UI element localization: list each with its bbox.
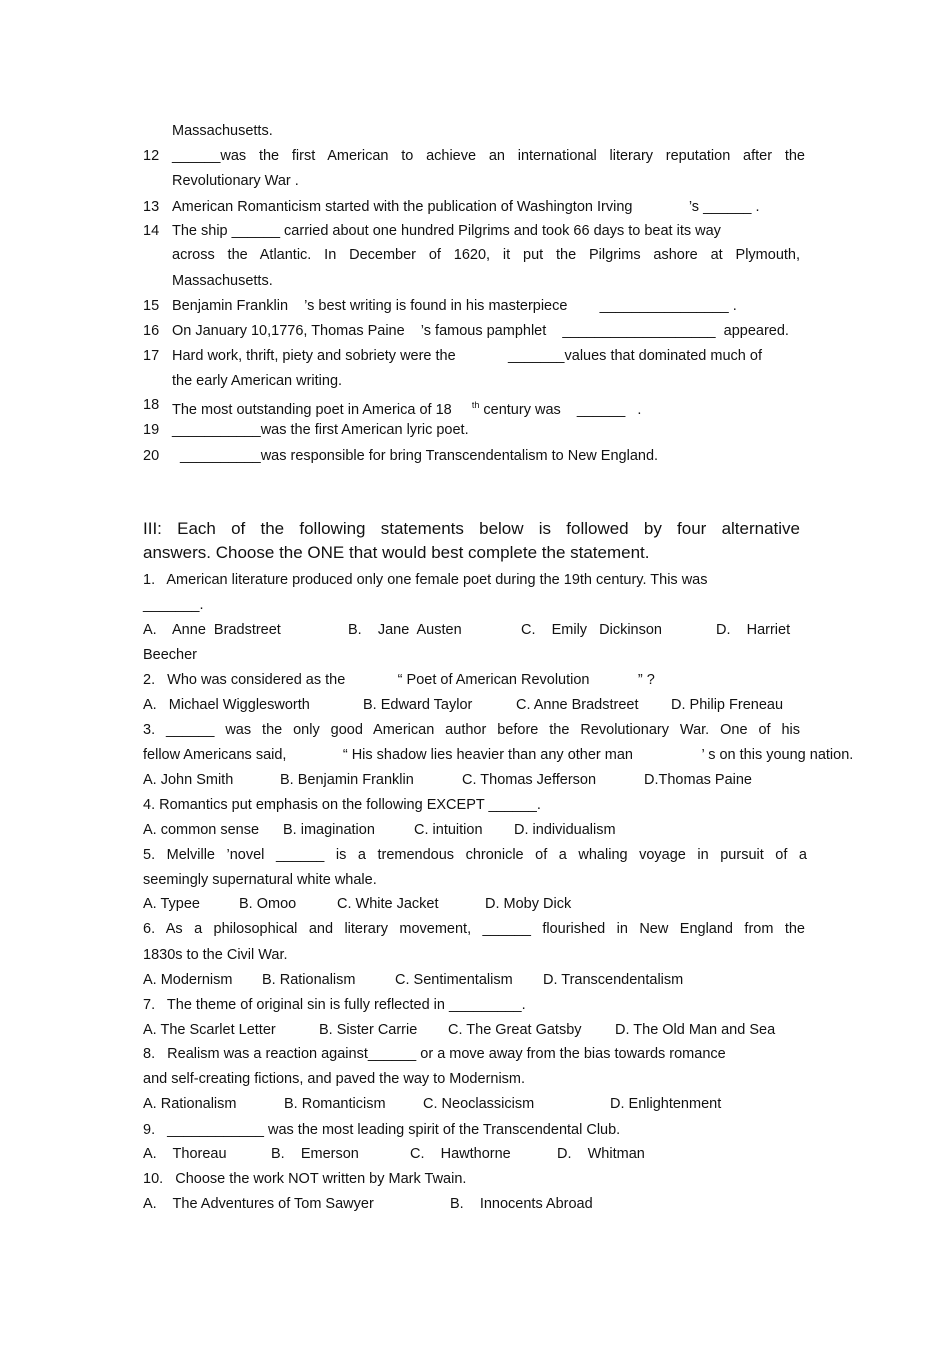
- answer-option-d: D. Whitman: [557, 1146, 645, 1162]
- item-text: The ship ______ carried about one hundred Pilgrims and took 66 days to beat its way: [172, 223, 721, 239]
- item-text: ___________was the first American lyric poet.: [172, 422, 469, 438]
- answer-option-d: D. Harriet: [716, 622, 791, 638]
- answer-option-c: C. Sentimentalism: [395, 972, 513, 988]
- answer-option-d: D. The Old Man and Sea: [615, 1022, 776, 1038]
- question-text: 4. Romantics put emphasis on the following EXCEPT ______.: [143, 797, 541, 813]
- answer-option-c: C. Hawthorne: [410, 1146, 511, 1162]
- question-text: 5. Melville ’novel ______ is a tremendous chronicle of a whaling voyage in pursuit of a: [143, 847, 807, 863]
- answer-option-b: B. Jane Austen: [348, 622, 462, 638]
- answer-option-a: A. Typee: [143, 896, 200, 912]
- answer-option-a: A. The Scarlet Letter: [143, 1022, 276, 1038]
- item-text-pre: The most outstanding poet in America of 18: [172, 402, 452, 418]
- item-text: [172, 396, 641, 419]
- item-number: 19: [143, 422, 160, 438]
- continuation-text: Massachusetts.: [172, 123, 273, 139]
- answer-option-d: D. individualism: [514, 822, 616, 838]
- item-number: 18: [143, 397, 160, 413]
- item-number: 20: [143, 448, 160, 464]
- answer-option-b: B. Omoo: [239, 896, 297, 912]
- question-text: 10. Choose the work NOT written by Mark Twain.: [143, 1171, 467, 1187]
- question-text: 9. ____________ was the most leading spirit of the Transcendental Club.: [143, 1122, 621, 1138]
- answer-option-b: B. Emerson: [271, 1146, 359, 1162]
- question-text: 1. American literature produced only one female poet during the 19th century. This was: [143, 572, 708, 588]
- question-text-continued: seemingly supernatural white whale.: [143, 872, 377, 888]
- item-text: across the Atlantic. In December of 1620, it put the Pilgrims ashore at Plymouth,: [172, 247, 800, 263]
- item-text: American Romanticism started with the publication of Washington Irving ’s ______ .: [172, 199, 760, 215]
- answer-option-c: C. Neoclassicism: [423, 1096, 535, 1112]
- answer-option-a: A. Rationalism: [143, 1096, 237, 1112]
- answer-option-c: C. Thomas Jefferson: [462, 772, 597, 788]
- answer-option-c: C. Emily Dickinson: [521, 622, 662, 638]
- item-text: Massachusetts.: [172, 273, 273, 289]
- item-text: ______was the first American to achieve an international literary reputation after the: [172, 148, 805, 164]
- answer-option-b: B. Benjamin Franklin: [280, 772, 414, 788]
- question-text-continued: _______.: [143, 597, 204, 613]
- item-text: On January 10,1776, Thomas Paine ’s famous pamphlet ___________________ appeared.: [172, 323, 789, 339]
- item-number: 12: [143, 148, 160, 164]
- question-text-continued: and self-creating fictions, and paved the way to Modernism.: [143, 1071, 526, 1087]
- item-text: Benjamin Franklin ’s best writing is found in his masterpiece ________________ .: [172, 298, 737, 314]
- item-number: 16: [143, 323, 160, 339]
- answer-option-c: C. The Great Gatsby: [448, 1022, 582, 1038]
- question-text: 2. Who was considered as the “ Poet of American Revolution ” ?: [143, 672, 655, 688]
- item-number: 17: [143, 348, 160, 364]
- item-number: 15: [143, 298, 160, 314]
- answer-option-a: A. John Smith: [143, 772, 234, 788]
- answer-option-a: A. Michael Wigglesworth: [143, 697, 310, 713]
- answer-option-continued: Beecher: [143, 647, 198, 663]
- section-heading: III: Each of the following statements below is followed by four alternative: [143, 519, 800, 538]
- answer-option-b: B. Innocents Abroad: [450, 1196, 593, 1212]
- question-text-continued: fellow Americans said, “ His shadow lies heavier than any other man ’ s on this young nation.: [143, 747, 854, 763]
- answer-option-a: A. Modernism: [143, 972, 233, 988]
- answer-option-a: A. Anne Bradstreet: [143, 622, 281, 638]
- item-text-post: century was ______ .: [479, 402, 642, 418]
- section-heading: answers. Choose the ONE that would best complete the statement.: [143, 543, 650, 562]
- item-text: Revolutionary War .: [172, 173, 299, 189]
- item-text: __________was responsible for bring Transcendentalism to New England.: [172, 448, 659, 464]
- answer-option-d: D. Enlightenment: [610, 1096, 722, 1112]
- answer-option-c: C. intuition: [414, 822, 483, 838]
- question-text: 8. Realism was a reaction against______ or a move away from the bias towards romance: [143, 1046, 726, 1062]
- answer-option-c: C. White Jacket: [337, 896, 439, 912]
- answer-option-c: C. Anne Bradstreet: [516, 697, 639, 713]
- answer-option-a: A. common sense: [143, 822, 260, 838]
- item-text: Hard work, thrift, piety and sobriety were the _______values that dominated much of: [172, 348, 762, 364]
- answer-option-b: B. Romanticism: [284, 1096, 386, 1112]
- answer-option-b: B. Sister Carrie: [319, 1022, 418, 1038]
- question-text-continued: 1830s to the Civil War.: [143, 947, 288, 963]
- answer-option-a: A. Thoreau: [143, 1146, 227, 1162]
- answer-option-b: B. imagination: [283, 822, 375, 838]
- question-text: 7. The theme of original sin is fully reflected in _________.: [143, 997, 526, 1013]
- answer-option-d: D. Transcendentalism: [543, 972, 684, 988]
- item-number: 14: [143, 223, 160, 239]
- answer-option-d: D. Moby Dick: [485, 896, 572, 912]
- item-text: the early American writing.: [172, 373, 343, 389]
- answer-option-d: D. Philip Freneau: [671, 697, 784, 713]
- question-text: 6. As a philosophical and literary movement, ______ flourished in New England from the: [143, 921, 805, 937]
- answer-option-b: B. Edward Taylor: [363, 697, 473, 713]
- answer-option-b: B. Rationalism: [262, 972, 356, 988]
- answer-option-a: A. The Adventures of Tom Sawyer: [143, 1196, 374, 1212]
- superscript: th: [471, 400, 480, 410]
- answer-option-d: D.Thomas Paine: [644, 772, 752, 788]
- question-text: 3. ______ was the only good American author before the Revolutionary War. One of his: [143, 722, 800, 738]
- item-number: 13: [143, 199, 160, 215]
